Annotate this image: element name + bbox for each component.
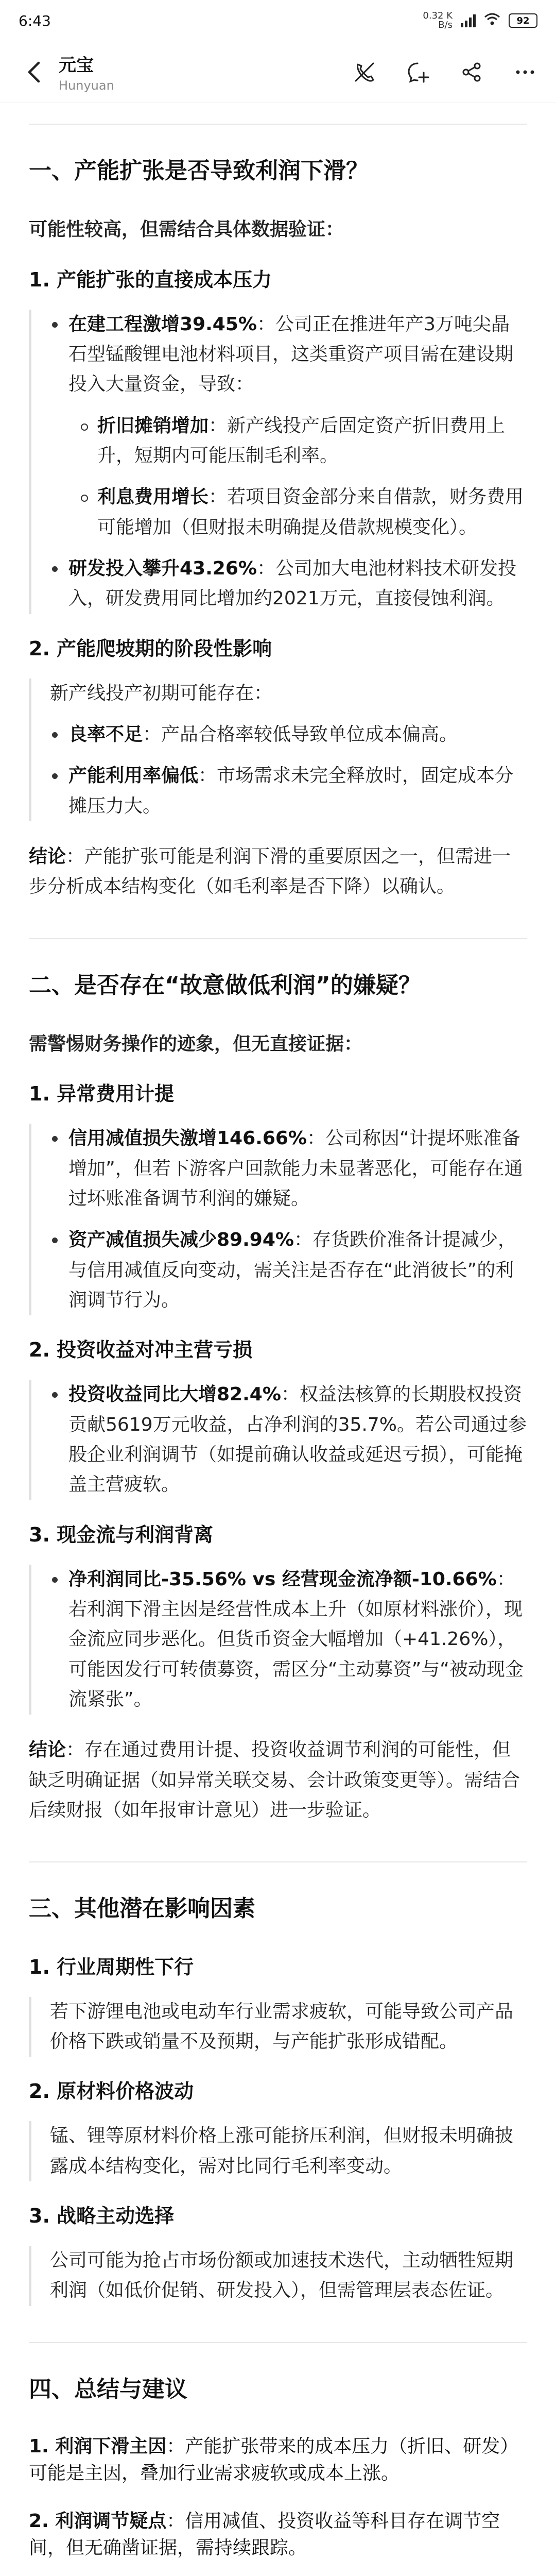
divider bbox=[29, 1861, 527, 1862]
signal-icon bbox=[461, 14, 476, 27]
list-item: 折旧摊销增加：新产线投产后固定资产折旧费用上升，短期内可能压制毛利率。 bbox=[79, 411, 527, 471]
section-intro: 需警惕财务操作的迹象，但无直接证据： bbox=[29, 1033, 363, 1055]
section-intro: 可能性较高，但需结合具体数据验证： bbox=[29, 219, 344, 241]
list-item: 在建工程激增39.45%：公司正在推进年产3万吨尖晶石型锰酸锂电池材料项目，这类重资产项目需在建设期投入大量资金，导致： 折旧摊销增加：新产线投产后固定资产折旧费用上升，短期内可能压制毛利率。 利息费用增长：若项目资金部分来自借款，财务费用可能增加（但财报未明确提及借款规模变化）。 bbox=[50, 310, 527, 543]
bullet-list bbox=[50, 1124, 527, 1315]
chat-title-area bbox=[59, 51, 349, 93]
quote-block bbox=[29, 2121, 527, 2181]
app-title: 元宝 bbox=[59, 55, 94, 76]
numbered-item-title: 3. 战略主动选择 bbox=[29, 2205, 175, 2228]
quote-block bbox=[29, 1124, 527, 1315]
divider bbox=[29, 124, 527, 125]
new-chat-icon[interactable] bbox=[403, 57, 433, 88]
wifi-icon bbox=[484, 12, 500, 29]
section-heading: 一、产能扩张是否导致利润下滑？ bbox=[29, 158, 369, 184]
call-off-icon[interactable] bbox=[349, 57, 380, 88]
list-item: 研发投入攀升43.26%：公司加大电池材料技术研发投入，研发费用同比增加约2021万元，直接侵蚀利润。 bbox=[50, 554, 527, 614]
net-speed-value: 0.32 K bbox=[423, 10, 453, 21]
section-heading: 三、其他潜在影响因素 bbox=[29, 1895, 255, 1922]
section-heading: 四、总结与建议 bbox=[29, 2376, 187, 2402]
numbered-item: 1. 利润下滑主因：产能扩张带来的成本压力（折旧、研发）可能是主因，叠加行业需求疲软或成本上涨。 bbox=[29, 2436, 519, 2484]
paragraph: 锰、锂等原材料价格上涨可能挤压利润，但财报未明确披露成本结构变化，需对比同行毛利率变动。 bbox=[50, 2125, 514, 2177]
sub-bullet-list bbox=[79, 411, 527, 543]
bullet-list bbox=[50, 1380, 527, 1500]
numbered-item-title: 2. 投资收益对冲主营亏损 bbox=[29, 1338, 253, 1362]
app-bar bbox=[0, 41, 556, 103]
numbered-item: 2. 利润调节疑点：信用减值、投资收益等科目存在调节空间，但无确凿证据，需持续跟踪。 bbox=[29, 2510, 500, 2558]
numbered-item-title: 2. 原材料价格波动 bbox=[29, 2080, 194, 2103]
chat-message-content bbox=[0, 113, 556, 2576]
quote-block bbox=[29, 1565, 527, 1715]
quote-block bbox=[29, 1380, 527, 1500]
quote-block bbox=[29, 2246, 527, 2306]
status-indicators bbox=[423, 11, 537, 30]
paragraph: 若下游锂电池或电动车行业需求疲软，可能导致公司产品价格下跌或销量不及预期，与产能扩张形成错配。 bbox=[50, 2001, 514, 2052]
net-speed-unit: B/s bbox=[438, 20, 453, 30]
status-bar bbox=[0, 0, 556, 41]
network-speed bbox=[423, 11, 453, 30]
quote-block bbox=[29, 679, 527, 821]
more-icon[interactable] bbox=[510, 57, 541, 88]
quote-block bbox=[29, 310, 527, 614]
list-item: 产能利用率偏低：市场需求未完全释放时，固定成本分摊压力大。 bbox=[50, 761, 527, 821]
app-actions bbox=[349, 57, 541, 88]
list-item: 信用减值损失激增146.66%：公司称因“计提坏账准备增加”，但若下游客户回款能力未显著恶化，可能存在通过坏账准备调节利润的嫌疑。 bbox=[50, 1124, 527, 1214]
status-time: 6:43 bbox=[19, 12, 51, 29]
numbered-item-title: 1. 产能扩张的直接成本压力 bbox=[29, 268, 272, 291]
app-subtitle: Hunyuan bbox=[59, 78, 114, 93]
conclusion-paragraph: 结论：产能扩张可能是利润下滑的重要原因之一，但需进一步分析成本结构变化（如毛利率是否下降）以确认。 bbox=[29, 845, 511, 897]
list-item: 投资收益同比大增82.4%：权益法核算的长期股权投资贡献5619万元收益，占净利润的35.7%。若公司通过参股企业利润调节（如提前确认收益或延迟亏损），可能掩盖主营疲软。 bbox=[50, 1380, 527, 1500]
divider bbox=[29, 2342, 527, 2343]
back-button[interactable] bbox=[15, 54, 51, 90]
list-item: 利息费用增长：若项目资金部分来自借款，财务费用可能增加（但财报未明确提及借款规模变化）。 bbox=[79, 482, 527, 543]
list-item: 资产减值损失减少89.94%：存货跌价准备计提减少，与信用减值反向变动，需关注是否存在“此消彼长”的利润调节行为。 bbox=[50, 1225, 527, 1315]
divider bbox=[29, 938, 527, 939]
paragraph: 公司可能为抢占市场份额或加速技术迭代，主动牺牲短期利润（如低价促销、研发投入），但需管理层表态佐证。 bbox=[50, 2250, 514, 2301]
bullet-list bbox=[50, 1565, 527, 1715]
bullet-list bbox=[50, 310, 527, 614]
bullet-list bbox=[50, 720, 527, 821]
quote-block bbox=[29, 1997, 527, 2057]
section-heading: 二、是否存在“故意做低利润”的嫌疑？ bbox=[29, 972, 421, 998]
numbered-item-title: 1. 行业周期性下行 bbox=[29, 1955, 194, 1978]
chevron-left-icon bbox=[26, 61, 41, 83]
conclusion-paragraph: 结论：存在通过费用计提、投资收益调节利润的可能性，但缺乏明确证据（如异常关联交易、会计政策变更等）。需结合后续财报（如年报审计意见）进一步验证。 bbox=[29, 1739, 520, 1821]
numbered-item-title: 2. 产能爬坡期的阶段性影响 bbox=[29, 637, 272, 660]
share-icon[interactable] bbox=[456, 57, 487, 88]
list-item: 净利润同比-35.56% vs 经营现金流净额-10.66%：若利润下滑主因是经营性成本上升（如原材料涨价），现金流应同步恶化。但货币资金大幅增加（+41.26%），可能因发行可转债募资，需区分“主动募资”与“被动现金流紧张”。 bbox=[50, 1565, 527, 1715]
paragraph: 新产线投产初期可能存在： bbox=[50, 682, 273, 704]
numbered-item-title: 3. 现金流与利润背离 bbox=[29, 1523, 214, 1546]
numbered-item-title: 1. 异常费用计提 bbox=[29, 1082, 175, 1106]
list-item: 良率不足：产品合格率较低导致单位成本偏高。 bbox=[50, 720, 527, 750]
battery-icon: 92 bbox=[509, 13, 537, 28]
